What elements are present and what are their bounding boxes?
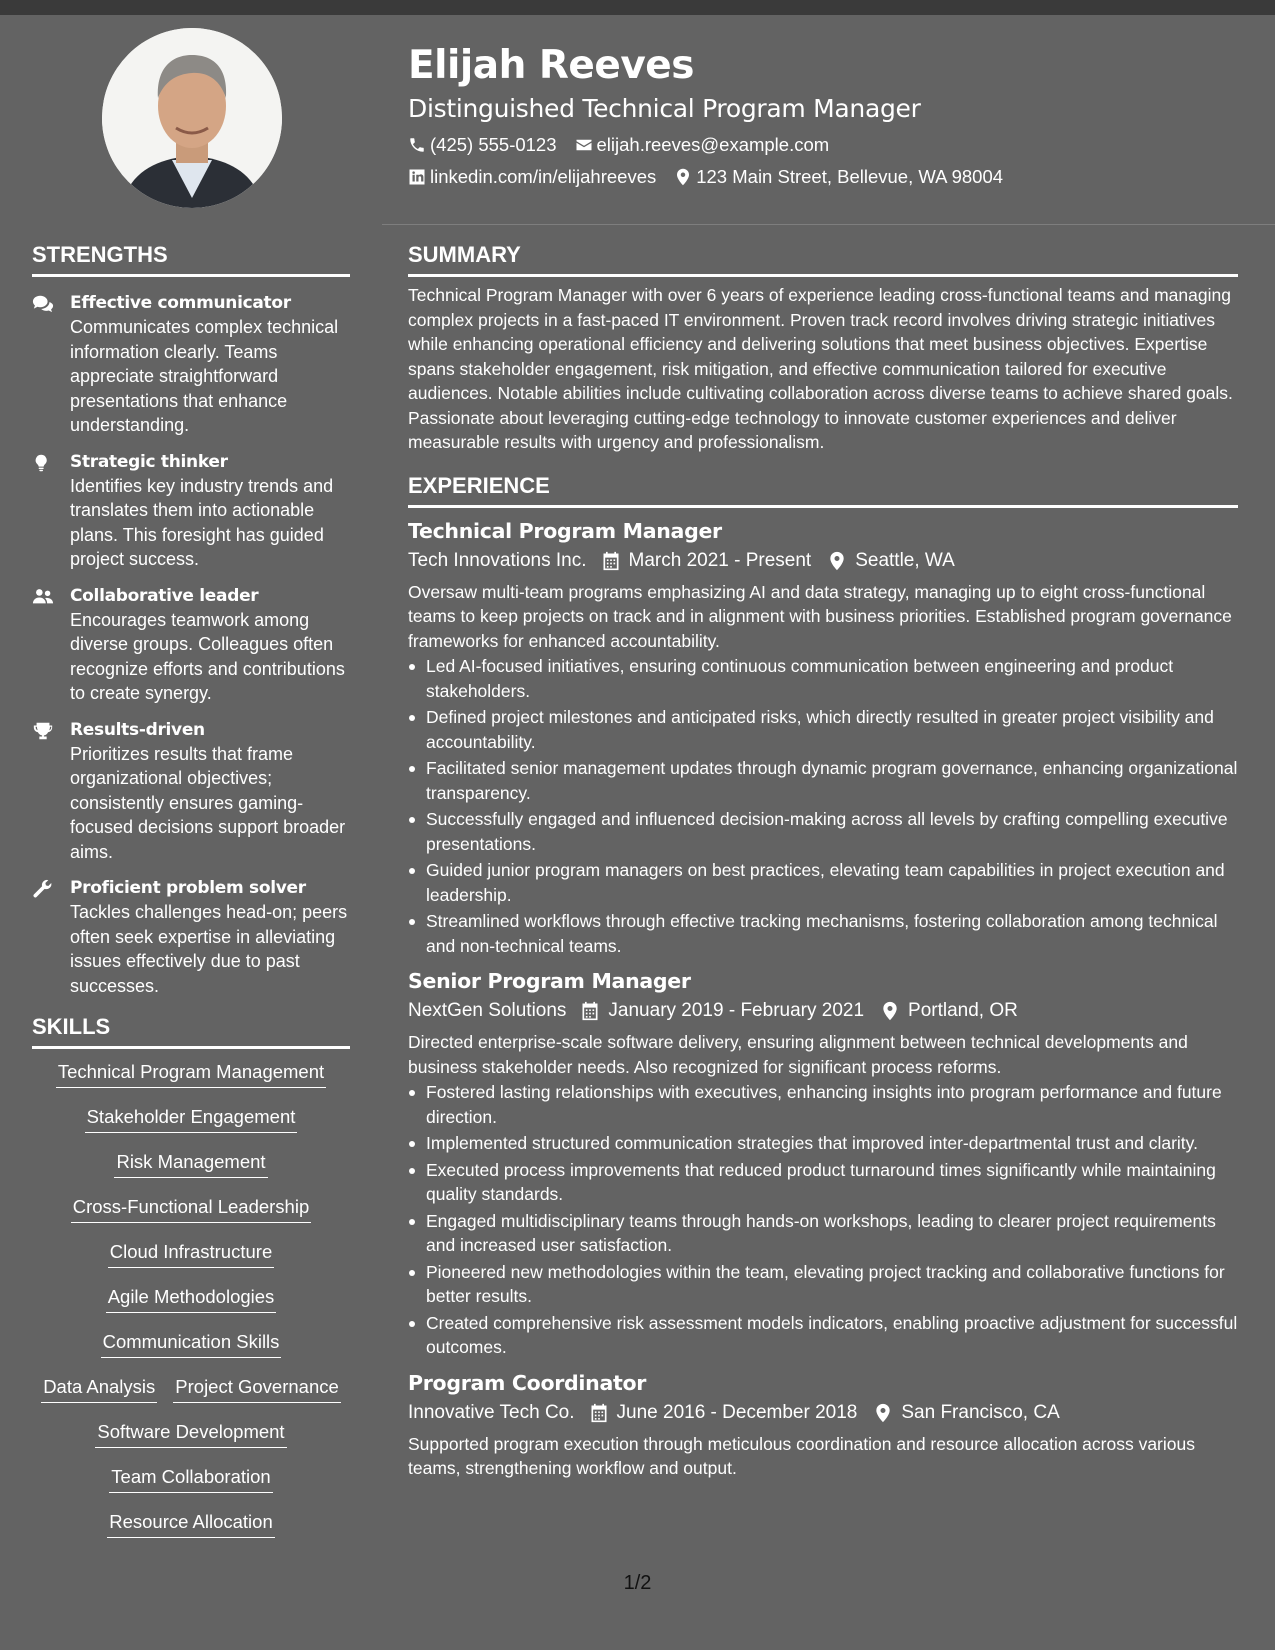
skill-tag: Project Governance [173,1374,341,1403]
phone-contact[interactable] [408,132,557,158]
job-company: Innovative Tech Co. [408,1401,575,1423]
skill-tag: Team Collaboration [109,1464,272,1493]
job-entry [408,516,1238,959]
strength-name: Strategic thinker [70,451,228,472]
job-dates: June 2016 - December 2018 [616,1401,858,1423]
job-dates: January 2019 - February 2021 [608,1000,865,1021]
contact-row-1 [408,132,1238,158]
job-bullet: Successfully engaged and influenced decision-making across all levels by crafting compelling executive presentations. [408,807,1238,856]
job-description: Directed enterprise-scale software delivery, ensuring alignment between technical developments and business stakeholder needs. Also recognized for significant process reforms. [408,1032,1188,1077]
strength-desc: Identifies key industry trends and translates them into actionable plans. This foresight has guided project success. [70,475,334,569]
users-icon [32,587,54,607]
comments-icon [32,294,54,314]
strength-desc: Tackles challenges head-on; peers often seek expertise in alleviating issues effectively due to past successes. [70,902,348,996]
strength-name: Proficient problem solver [70,878,306,898]
summary-text: Technical Program Manager with over 6 years of experience leading cross-functional teams and managing complex projects in a fast-paced IT environment. Proven track record involves driving strategic initiatives while enhancing operational efficiency and delivering solutions that meet business objectives. Expertise spans stakeholder engagement, risk mitigation, and effective communication tailored for executive audiences. Notable abilities include cultivating collaboration across diverse teams to achieve shared goals. Passionate about leveraging cutting-edge technology to innovate customer experiences and deliver measurable results with urgency and professionalism. [408,285,1233,452]
top-bar [0,0,1275,15]
lightbulb-icon [32,453,54,473]
candidate-name: Elijah Reeves [408,43,694,88]
skill-tag: Software Development [95,1419,286,1448]
header-divider [382,224,1275,225]
skills-heading: SKILLS [32,1010,350,1049]
job-title: Senior Program Manager [408,969,691,993]
skill-tag: Cloud Infrastructure [108,1239,274,1268]
job-bullet: Pioneered new methodologies within the team, elevating project tracking and collaborative functions for better results. [408,1260,1238,1309]
linkedin-icon [408,168,426,186]
skill-tag: Risk Management [114,1149,267,1178]
strength-item [32,450,350,572]
skill-tag: Data Analysis [41,1374,157,1403]
email-contact[interactable] [575,132,830,158]
job-location: Seattle, WA [855,549,955,571]
skill-tag: Technical Program Management [56,1059,326,1088]
job-bullet: Fostered lasting relationships with executives, enhancing insights into program performance and future direction. [408,1080,1238,1129]
job-bullet: Facilitated senior management updates through dynamic program governance, enhancing organizational transparency. [408,756,1238,805]
job-bullet: Guided junior program managers on best practices, elevating team capabilities in project execution and leadership. [408,858,1238,907]
job-bullet: Implemented structured communication strategies that improved inter-departmental trust and clarity. [408,1131,1238,1156]
job-title: Program Coordinator [408,1370,647,1395]
job-bullet: Streamlined workflows through effective tracking mechanisms, fostering collaboration among technical and non-technical teams. [408,909,1238,958]
map-marker-icon [674,168,692,186]
phone-icon [408,136,426,154]
job-description: Supported program execution through meticulous coordination and resource allocation across various teams, strengthening workflow and output. [408,1433,1195,1478]
experience-heading: EXPERIENCE [408,469,1238,508]
strength-item [32,584,350,706]
job-entry [408,966,1238,1360]
wrench-icon [32,879,54,899]
profile-photo [102,28,282,208]
phone-text: (425) 555-0123 [430,134,557,155]
strength-desc: Communicates complex technical information clearly. Teams appreciate straightforward presentations that enhance understanding. [70,317,339,435]
job-bullet: Engaged multidisciplinary teams through hands-on workshops, leading to clearer project requirements and increased user satisfaction. [408,1209,1238,1258]
summary-heading: SUMMARY [408,238,1238,277]
calendar-icon [580,1001,600,1021]
strengths-heading: STRENGTHS [32,238,350,277]
strength-name: Collaborative leader [70,585,259,606]
job-title: Technical Program Manager [408,518,722,543]
skill-tag: Resource Allocation [107,1509,275,1538]
strength-item [32,291,350,438]
skill-tag: Cross-Functional Leadership [71,1194,312,1223]
skills-list [32,1059,350,1554]
linkedin-text: linkedin.com/in/elijahreeves [430,166,657,187]
job-dates: March 2021 - Present [628,549,812,571]
skill-tag: Stakeholder Engagement [85,1104,298,1133]
job-company: NextGen Solutions [408,1000,567,1021]
calendar-icon [589,1403,609,1423]
address-text: 123 Main Street, Bellevue, WA 98004 [696,166,1004,187]
job-meta [408,1398,1238,1428]
right-column [408,238,1238,1481]
job-meta [408,996,1238,1026]
strength-item [32,876,350,998]
job-bullet: Defined project milestones and anticipated risks, which directly resulted in greater project visibility and accountability. [408,705,1238,754]
page-number: 1/2 [623,1572,652,1594]
email-text: elijah.reeves@example.com [596,134,830,155]
candidate-title: Distinguished Technical Program Manager [408,94,921,123]
resume-header [408,40,1238,190]
job-meta [408,546,1238,576]
strength-desc: Prioritizes results that frame organizational objectives; consistently ensures gaming-focused decisions support broader aims. [70,743,346,862]
job-entry [408,1368,1238,1481]
map-marker-icon [827,551,847,571]
address-contact [674,164,1003,190]
job-bullet: Created comprehensive risk assessment models indicators, enabling proactive adjustment for successful outcomes. [408,1311,1238,1360]
map-marker-icon [873,1403,893,1423]
skill-tag: Agile Methodologies [106,1284,277,1313]
trophy-icon [32,721,54,741]
left-column [32,238,350,1554]
job-bullet: Led AI-focused initiatives, ensuring continuous communication between engineering and product stakeholders. [408,654,1238,703]
strength-name: Effective communicator [70,293,291,313]
map-marker-icon [880,1001,900,1021]
skill-tag: Communication Skills [101,1329,282,1358]
strength-name: Results-driven [70,719,205,740]
strength-desc: Encourages teamwork among diverse groups. Colleagues often recognize efforts and contributions to create synergy. [70,609,345,703]
linkedin-contact[interactable] [408,164,656,190]
job-location: Portland, OR [908,1000,1018,1021]
envelope-icon [575,136,593,154]
job-location: San Francisco, CA [901,1401,1060,1423]
job-bullets [408,654,1238,958]
contact-row-2 [408,164,1238,190]
job-company: Tech Innovations Inc. [408,549,587,571]
strength-item [32,718,350,865]
job-description: Oversaw multi-team programs emphasizing AI and data strategy, managing up to eight cross-functional teams to keep projects on track and in alignment with business priorities. Established program governance frameworks for enhanced accountability. [408,581,1232,651]
job-bullet: Executed process improvements that reduced product turnaround times significantly while maintaining quality standards. [408,1158,1238,1207]
calendar-icon [601,551,621,571]
strengths-list [32,291,350,998]
job-bullets [408,1080,1238,1360]
